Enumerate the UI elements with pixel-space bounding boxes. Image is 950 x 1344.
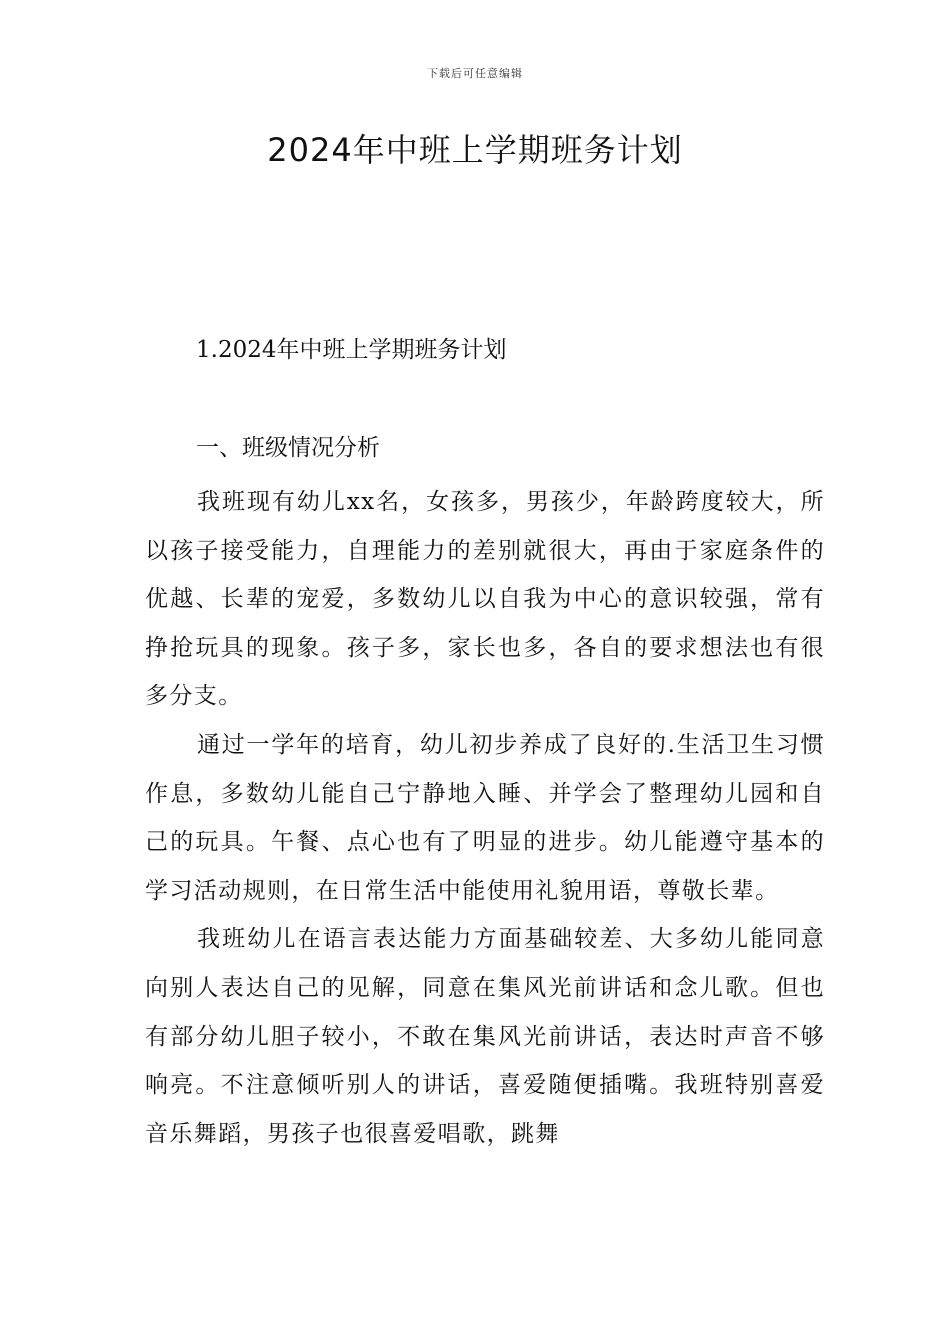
document-title: 2024年中班上学期班务计划 [267, 131, 683, 169]
paragraph-living-habits: 通过一学年的培育，幼儿初步养成了良好的.生活卫生习惯作息，多数幼儿能自己宁静地入睡、并学会了整理幼儿园和自己的玩具。午餐、点心也有了明显的进步。幼儿能遵守基本的学习活动规则，在日常生活中能使用礼貌用语，尊敬长辈。 [145, 731, 825, 904]
header-note: 下载后可任意编辑 [427, 67, 523, 80]
section-heading: 1.2024年中班上学期班务计划 [196, 337, 507, 363]
sub-heading-class-analysis: 一、班级情况分析 [196, 435, 380, 461]
paragraph-class-overview: 我班现有幼儿xx名，女孩多，男孩少，年龄跨度较大，所以孩子接受能力，自理能力的差别就很大，再由于家庭条件的优越、长辈的宠爱，多数幼儿以自我为中心的意识较强，常有挣抢玩具的现象。孩子多，家长也多，各自的要求想法也有很多分支。 [145, 489, 825, 710]
paragraph-language-ability: 我班幼儿在语言表达能力方面基础较差、大多幼儿能同意向别人表达自己的见解，同意在集风光前讲话和念儿歌。但也有部分幼儿胆子较小，不敢在集风光前讲话，表达时声音不够响亮。不注意倾听别人的讲话，喜爱随便插嘴。我班特别喜爱音乐舞蹈，男孩子也很喜爱唱歌，跳舞 [145, 926, 825, 1147]
body-text [145, 478, 825, 1158]
